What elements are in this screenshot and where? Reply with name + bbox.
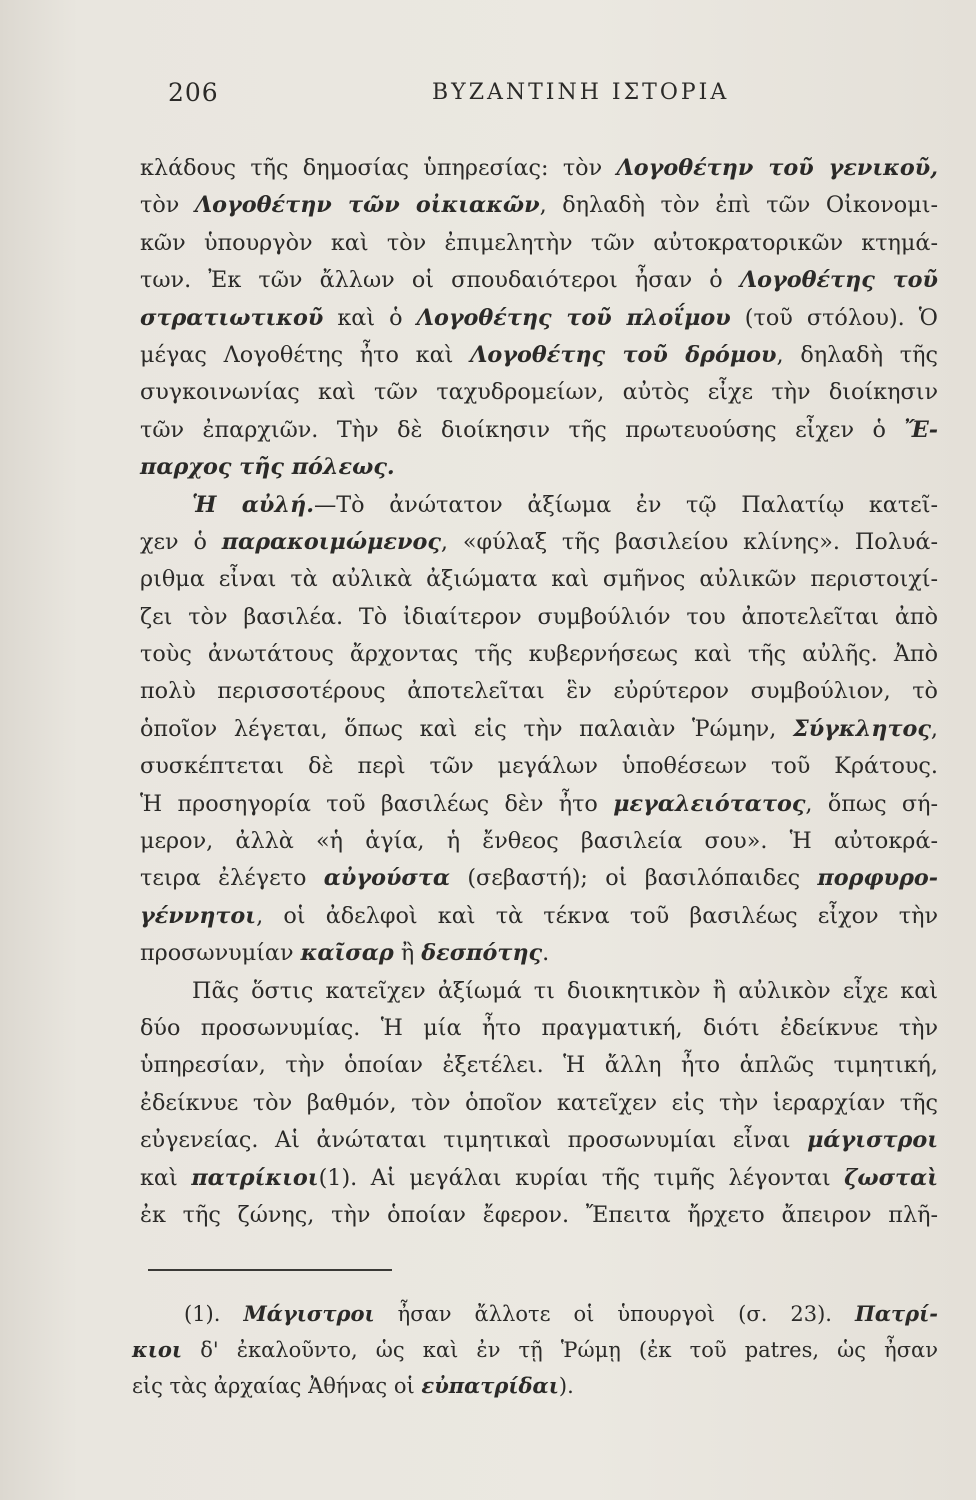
footnote-line: εἰς τὰς ἀρχαίας Ἀθήνας οἱ εὐπατρίδαι). [132, 1373, 574, 1398]
text-line: των. Ἐκ τῶν ἄλλων οἱ σπουδαιότεροι ἦσαν ὁ Λογοθέτης τοῦ [140, 267, 939, 294]
text-line: τοὺς ἀνωτάτους ἄρχοντας τῆς κυβερνήσεως καὶ τῆς αὐλῆς. Ἀπὸ [140, 641, 938, 668]
text-line: Πᾶς ὅστις κατεῖχεν ἀξίωμά τι διοικητικὸν ἢ αὐλικὸν εἶχε καὶ [192, 977, 938, 1004]
text-line: ζει τὸν βασιλέα. Τὸ ἰδιαίτερον συμβούλιόν του ἀποτελεῖται ἀπὸ [140, 603, 938, 630]
text-line: ὑπηρεσίαν, τὴν ὁποίαν ἐξετέλει. Ἡ ἄλλη ἦτο ἁπλῶς τιμητική, [140, 1052, 938, 1079]
page-header [0, 78, 976, 118]
running-title: ΒΥΖΑΝΤΙΝΗ ΙΣΤΟΡΙΑ [432, 80, 730, 105]
page-number: 206 [168, 78, 219, 107]
text-line: παρχος τῆς πόλεως. [140, 454, 395, 481]
main-text [140, 150, 938, 1234]
text-line: καὶ πατρίκιοι(1). Αἱ μεγάλαι κυρίαι τῆς τιμῆς λέγονται ζωσταὶ [140, 1164, 938, 1191]
section-heading-line: Ἡ αὐλή.—Τὸ ἀνώτατον ἀξίωμα ἐν τῷ Παλατίῳ κατεῖ- [192, 491, 938, 518]
text-line: γέννητοι, οἱ ἀδελφοὶ καὶ τὰ τέκνα τοῦ βασιλέως εἶχον τὴν [140, 902, 938, 929]
section-heading: Ἡ αὐλή. [192, 491, 314, 518]
text-line: Ἡ προσηγορία τοῦ βασιλέως δὲν ἦτο μεγαλειότατος, ὅπως σή- [140, 790, 939, 817]
text-line: εὐγενείας. Αἱ ἀνώταται τιμητικαὶ προσωνυμίαι εἶναι μάγιστροι [140, 1127, 938, 1154]
text-line: ριθμα εἶναι τὰ αὐλικὰ ἀξιώματα καὶ σμῆνος αὐλικῶν περιστοιχί- [140, 566, 938, 593]
text-line: στρατιωτικοῦ καὶ ὁ Λογοθέτης τοῦ πλοΐμου (τοῦ στόλου). Ὁ [140, 304, 938, 331]
text-line: μερον, ἀλλὰ «ἡ ἁγία, ἡ ἔνθεος βασιλεία σου». Ἡ αὐτοκρά- [140, 828, 938, 855]
text-line: ἐκ τῆς ζώνης, τὴν ὁποίαν ἔφερον. Ἔπειτα ἤρχετο ἄπειρον πλῆ- [140, 1201, 938, 1228]
text-line: ἐδείκνυε τὸν βαθμόν, τὸν ὁποῖον κατεῖχεν εἰς τὴν ἱεραρχίαν τῆς [140, 1089, 938, 1116]
text-line: προσωνυμίαν καῖσαρ ἢ δεσπότης. [140, 940, 550, 967]
text-line: δύο προσωνυμίας. Ἡ μία ἦτο πραγματική, διότι ἐδείκνυε τὴν [140, 1014, 938, 1041]
footnote-divider [148, 1269, 392, 1271]
text-line: μέγας Λογοθέτης ἦτο καὶ Λογοθέτης τοῦ δρόμου, δηλαδὴ τῆς [140, 341, 938, 368]
text-line: ὁποῖον λέγεται, ὅπως καὶ εἰς τὴν παλαιὰν Ῥώμην, Σύγκλητος, [140, 715, 938, 742]
text-line: χεν ὁ παρακοιμώμενος, «φύλαξ τῆς βασιλείου κλίνης». Πολυά- [140, 528, 938, 555]
text-line: κλάδους τῆς δημοσίας ὑπηρεσίας: τὸν Λογοθέτην τοῦ γενικοῦ, [140, 155, 939, 181]
footnote-line: κιοι δ' ἐκαλοῦντο, ὡς καὶ ἐν τῇ Ῥώμῃ (ἐκ τοῦ patres, ὡς ἦσαν [132, 1337, 938, 1362]
text-line: συγκοινωνίας καὶ τῶν ταχυδρομείων, αὐτὸς εἶχε τὴν διοίκησιν [140, 379, 938, 406]
text-line: τειρα ἐλέγετο αὐγούστα (σεβαστή); οἱ βασιλόπαιδες πορφυρο- [140, 865, 939, 892]
text-line: πολὺ περισσοτέρους ἀποτελεῖται ἓν εὐρύτερον συμβούλιον, τὸ [140, 678, 938, 705]
text-line: συσκέπτεται δὲ περὶ τῶν μεγάλων ὑποθέσεων τοῦ Κράτους. [140, 753, 938, 780]
text-line: κῶν ὑπουργὸν καὶ τὸν ἐπιμελητὴν τῶν αὐτοκρατορικῶν κτημά- [140, 229, 938, 256]
footnote-line: (1). Μάγιστροι ἦσαν ἄλλοτε οἱ ὑπουργοὶ (σ. 23). Πατρί- [184, 1301, 938, 1326]
text-line: τῶν ἐπαρχιῶν. Τὴν δὲ διοίκησιν τῆς πρωτευούσης εἶχεν ὁ Ἔ- [140, 416, 938, 443]
text-line: τὸν Λογοθέτην τῶν οἰκιακῶν, δηλαδὴ τὸν ἐπὶ τῶν Οἰκονομι- [140, 192, 938, 219]
footnote [132, 1296, 938, 1404]
